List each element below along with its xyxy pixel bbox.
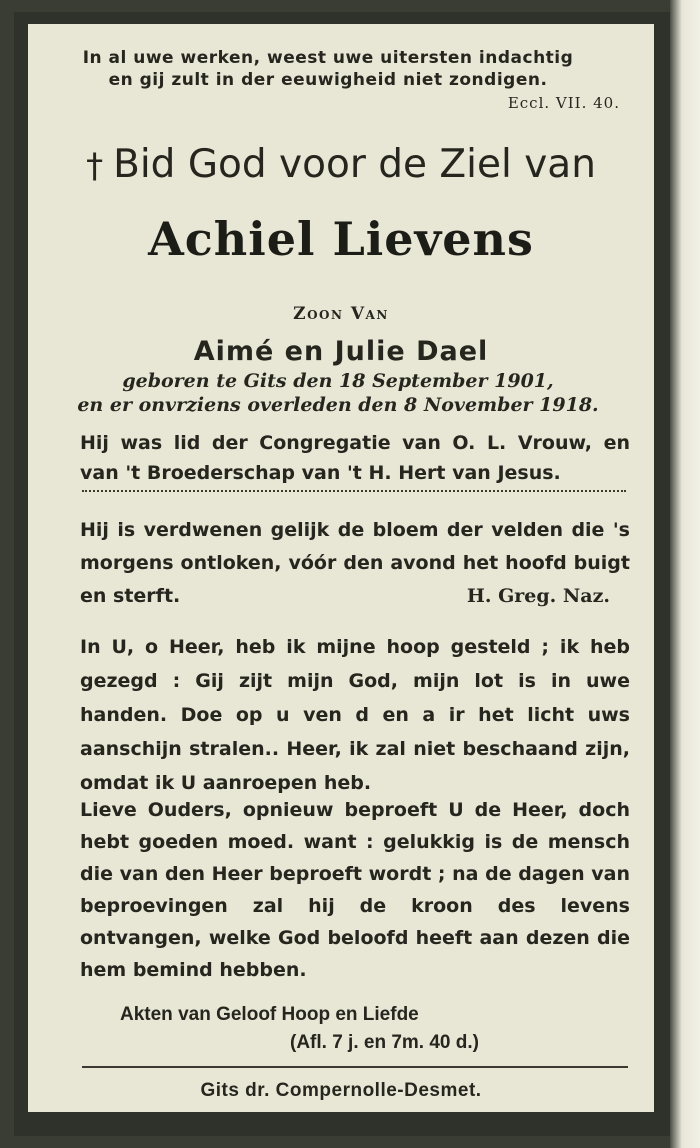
cross-icon: † [86, 146, 104, 186]
epigraph-line-2: en gij zult in der eeuwigheid niet zondigen. [108, 70, 548, 90]
dotted-divider [82, 490, 626, 492]
akten-line-2: (Afl. 7 j. en 7m. 40 d.) [290, 1032, 479, 1053]
bottom-rule [82, 1066, 628, 1068]
akten-line-1: Akten van Geloof Hoop en Liefde [120, 1004, 419, 1025]
prayer-heading [28, 142, 654, 187]
quote-ouders: Lieve Ouders, opnieuw beproeft U de Heer, doch hebt goeden moed. want : gelukkig is de mensch die van den Heer beproeft wordt ; na de dagen van beproevingen zal hij de kroon des levens ontvangen, welke God beloofd heeft aan dezen die hem bemind hebben. [80, 799, 630, 981]
memorial-card [28, 24, 654, 1112]
quote-hoop: In U, o Heer, heb ik mijne hoop gesteld ; ik heb gezegd : Gij zijt mijn God, mijn lot is in uwe handen. Doe op u ven d en a ir het licht uws aanschijn stralen.. Heer, ik zal niet beschaand zijn, omdat ik U aanroepen heb. [80, 636, 630, 794]
epigraph-line-1: In al uwe werken, weest uwe uitersten indachtig [82, 48, 574, 68]
death-line: en er onvrziens overleden den 8 November 1918. [77, 394, 599, 416]
quote-bloem-source: H. Greg. Naz. [466, 585, 610, 607]
birth-line: geboren te Gits den 18 September 1901, [122, 370, 554, 392]
prayer-heading-text: Bid God voor de Ziel van [113, 142, 596, 187]
membership-text: Hij was lid der Congregatie van O. L. Vrouw, en van 't Broederschap van 't H. Hert van Jesus. [80, 432, 630, 484]
parents-names: Aimé en Julie Dael [193, 336, 489, 367]
quote-bloem [80, 514, 630, 613]
adjacent-page-edge [670, 0, 700, 1148]
epigraph-reference: Eccl. VII. 40. [507, 94, 620, 112]
deceased-name: Achiel Lievens [148, 212, 534, 266]
son-of-label: Zoon Van [293, 304, 389, 324]
printer-line: Gits dr. Compernolle-Desmet. [200, 1080, 482, 1101]
quote-bloem-text: Hij is verdwenen gelijk de bloem der velden die 's morgens ontloken, vóór den avond het hoofd buigt en sterft. [80, 519, 630, 607]
